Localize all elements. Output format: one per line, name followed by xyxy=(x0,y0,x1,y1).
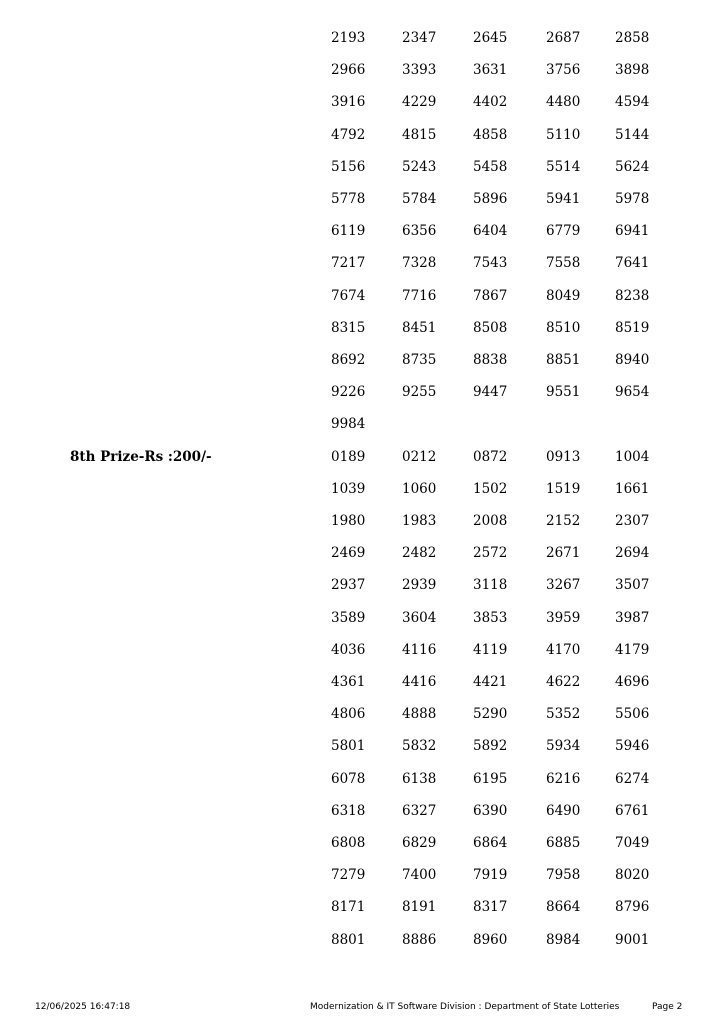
table-row xyxy=(0,511,724,531)
ticket-number: 2572 xyxy=(473,545,508,562)
ticket-number: 6138 xyxy=(402,770,437,787)
ticket-number: 8960 xyxy=(473,931,508,948)
table-row xyxy=(0,897,724,917)
ticket-number: 0872 xyxy=(473,448,508,465)
ticket-number: 9226 xyxy=(331,384,366,401)
ticket-number: 3118 xyxy=(473,577,508,594)
ticket-number: 5778 xyxy=(331,191,366,207)
table-row xyxy=(0,350,724,370)
ticket-number: 3393 xyxy=(402,62,437,79)
ticket-number: 4792 xyxy=(331,126,366,143)
ticket-number: 8191 xyxy=(402,899,437,916)
footer-page-number: Page 2 xyxy=(652,1002,683,1012)
ticket-number: 9447 xyxy=(473,384,508,401)
ticket-number: 5896 xyxy=(473,191,508,207)
ticket-number: 8886 xyxy=(402,931,437,948)
ticket-number: 4815 xyxy=(402,126,437,143)
ticket-number: 2858 xyxy=(615,30,650,46)
ticket-number: 9984 xyxy=(331,416,366,433)
ticket-number: 6274 xyxy=(615,770,650,787)
table-row xyxy=(0,543,724,563)
ticket-number: 6761 xyxy=(615,802,650,819)
table-row xyxy=(0,286,724,306)
table-row xyxy=(0,157,724,177)
table-row xyxy=(0,801,724,821)
ticket-number: 0212 xyxy=(402,448,437,465)
ticket-number: 3631 xyxy=(473,62,508,79)
ticket-number: 9001 xyxy=(615,931,650,948)
ticket-number: 6078 xyxy=(331,770,366,787)
ticket-number: 4179 xyxy=(615,641,650,658)
ticket-number: 5290 xyxy=(473,706,508,723)
ticket-number: 8451 xyxy=(402,319,437,336)
table-row xyxy=(0,479,724,499)
ticket-number: 7217 xyxy=(331,255,366,272)
ticket-number: 5801 xyxy=(331,738,366,755)
ticket-number: 2347 xyxy=(402,30,437,46)
table-row xyxy=(0,221,724,241)
ticket-number: 4594 xyxy=(615,94,650,111)
table-row xyxy=(0,318,724,338)
ticket-number: 2008 xyxy=(473,513,508,529)
ticket-number: 5156 xyxy=(331,158,366,175)
ticket-number: 6779 xyxy=(546,223,581,240)
ticket-number: 4119 xyxy=(473,641,508,658)
ticket-number: 7716 xyxy=(402,287,437,304)
ticket-number: 9255 xyxy=(402,384,437,401)
ticket-number: 6808 xyxy=(331,835,366,851)
ticket-number: 8692 xyxy=(331,352,366,368)
table-row xyxy=(0,930,724,950)
table-row xyxy=(0,575,724,595)
ticket-number: 7328 xyxy=(402,255,437,272)
ticket-number: 2694 xyxy=(615,545,650,562)
ticket-number: 8510 xyxy=(546,319,581,336)
ticket-number: 6318 xyxy=(331,802,366,819)
table-row xyxy=(0,865,724,885)
ticket-number: 3898 xyxy=(615,62,650,79)
table-row xyxy=(0,382,724,402)
ticket-number: 6941 xyxy=(615,223,650,240)
ticket-number: 1980 xyxy=(331,513,366,529)
ticket-number: 2966 xyxy=(331,62,366,79)
ticket-number: 3853 xyxy=(473,609,508,626)
footer-department: Modernization & IT Software Division : Department of State Lotteries xyxy=(310,1002,620,1012)
ticket-number: 5506 xyxy=(615,706,650,723)
ticket-number: 9551 xyxy=(546,384,581,401)
ticket-number: 2193 xyxy=(331,30,366,46)
ticket-number: 2469 xyxy=(331,545,366,562)
ticket-number: 3756 xyxy=(546,62,581,79)
ticket-number: 4402 xyxy=(473,94,508,111)
ticket-number: 4170 xyxy=(546,641,581,658)
ticket-number: 7558 xyxy=(546,255,581,272)
ticket-number: 8171 xyxy=(331,899,366,916)
ticket-number: 9654 xyxy=(615,384,650,401)
ticket-number: 6864 xyxy=(473,835,508,851)
ticket-number: 7543 xyxy=(473,255,508,272)
ticket-number: 8984 xyxy=(546,931,581,948)
ticket-number: 3507 xyxy=(615,577,650,594)
ticket-number: 8519 xyxy=(615,319,650,336)
ticket-number: 1519 xyxy=(546,480,581,497)
ticket-number: 2937 xyxy=(331,577,366,594)
ticket-number: 5784 xyxy=(402,191,437,207)
ticket-number: 5941 xyxy=(546,191,581,207)
ticket-number: 7049 xyxy=(615,835,650,851)
table-row xyxy=(0,447,724,467)
ticket-number: 7641 xyxy=(615,255,650,272)
ticket-number: 5934 xyxy=(546,738,581,755)
table-row xyxy=(0,253,724,273)
ticket-number: 8851 xyxy=(546,352,581,368)
table-row xyxy=(0,92,724,112)
prize-label: 8th Prize-Rs :200/- xyxy=(70,448,212,465)
ticket-number: 6119 xyxy=(331,223,366,240)
ticket-number: 6216 xyxy=(546,770,581,787)
ticket-number: 5110 xyxy=(546,126,581,143)
ticket-number: 8020 xyxy=(615,867,650,884)
table-row xyxy=(0,125,724,145)
ticket-number: 7674 xyxy=(331,287,366,304)
ticket-number: 6404 xyxy=(473,223,508,240)
ticket-number: 5624 xyxy=(615,158,650,175)
ticket-number: 3987 xyxy=(615,609,650,626)
ticket-number: 5514 xyxy=(546,158,581,175)
ticket-number: 5892 xyxy=(473,738,508,755)
ticket-number: 1661 xyxy=(615,480,650,497)
ticket-number: 2939 xyxy=(402,577,437,594)
ticket-number: 6195 xyxy=(473,770,508,787)
ticket-number: 6885 xyxy=(546,835,581,851)
ticket-number: 1060 xyxy=(402,480,437,497)
ticket-number: 4421 xyxy=(473,674,508,690)
ticket-number: 7958 xyxy=(546,867,581,884)
ticket-number: 8796 xyxy=(615,899,650,916)
ticket-number: 4696 xyxy=(615,674,650,690)
table-row xyxy=(0,608,724,628)
ticket-number: 4888 xyxy=(402,706,437,723)
ticket-number: 5144 xyxy=(615,126,650,143)
ticket-number: 4361 xyxy=(331,674,366,690)
ticket-number: 6829 xyxy=(402,835,437,851)
ticket-number: 7867 xyxy=(473,287,508,304)
ticket-number: 2687 xyxy=(546,30,581,46)
ticket-number: 4416 xyxy=(402,674,437,690)
ticket-number: 8315 xyxy=(331,319,366,336)
ticket-number: 3267 xyxy=(546,577,581,594)
ticket-number: 8664 xyxy=(546,899,581,916)
ticket-number: 2671 xyxy=(546,545,581,562)
table-row xyxy=(0,640,724,660)
table-row xyxy=(0,769,724,789)
ticket-number: 8238 xyxy=(615,287,650,304)
ticket-number: 5832 xyxy=(402,738,437,755)
ticket-number: 8801 xyxy=(331,931,366,948)
ticket-number: 4116 xyxy=(402,641,437,658)
ticket-number: 7919 xyxy=(473,867,508,884)
ticket-number: 1502 xyxy=(473,480,508,497)
ticket-number: 5978 xyxy=(615,191,650,207)
ticket-number: 2152 xyxy=(546,513,581,529)
ticket-number: 5243 xyxy=(402,158,437,175)
ticket-number: 8838 xyxy=(473,352,508,368)
table-row xyxy=(0,672,724,692)
ticket-number: 8049 xyxy=(546,287,581,304)
table-row xyxy=(0,60,724,80)
page-footer xyxy=(0,999,724,1015)
ticket-number: 5946 xyxy=(615,738,650,755)
ticket-number: 0913 xyxy=(546,448,581,465)
table-row xyxy=(0,704,724,724)
ticket-number: 4806 xyxy=(331,706,366,723)
ticket-number: 2482 xyxy=(402,545,437,562)
ticket-number: 7279 xyxy=(331,867,366,884)
ticket-number: 0189 xyxy=(331,448,366,465)
ticket-number: 4036 xyxy=(331,641,366,658)
table-row xyxy=(0,28,724,48)
ticket-number: 6390 xyxy=(473,802,508,819)
table-row xyxy=(0,736,724,756)
ticket-number: 3604 xyxy=(402,609,437,626)
ticket-number: 1983 xyxy=(402,513,437,529)
ticket-number: 1004 xyxy=(615,448,650,465)
ticket-number: 8940 xyxy=(615,352,650,368)
footer-datetime: 12/06/2025 16:47:18 xyxy=(35,1002,131,1012)
ticket-number: 7400 xyxy=(402,867,437,884)
ticket-number: 6327 xyxy=(402,802,437,819)
table-row xyxy=(0,833,724,853)
ticket-number: 3589 xyxy=(331,609,366,626)
ticket-number: 4480 xyxy=(546,94,581,111)
ticket-number: 5458 xyxy=(473,158,508,175)
ticket-number: 3959 xyxy=(546,609,581,626)
ticket-number: 1039 xyxy=(331,480,366,497)
ticket-number: 5352 xyxy=(546,706,581,723)
ticket-number: 4229 xyxy=(402,94,437,111)
ticket-number: 6490 xyxy=(546,802,581,819)
ticket-number: 4622 xyxy=(546,674,581,690)
ticket-number: 8317 xyxy=(473,899,508,916)
ticket-number: 2307 xyxy=(615,513,650,529)
ticket-number: 8735 xyxy=(402,352,437,368)
ticket-number: 4858 xyxy=(473,126,508,143)
table-row xyxy=(0,414,724,434)
ticket-number: 3916 xyxy=(331,94,366,111)
ticket-number: 6356 xyxy=(402,223,437,240)
table-row xyxy=(0,189,724,209)
ticket-number: 2645 xyxy=(473,30,508,46)
ticket-number: 8508 xyxy=(473,319,508,336)
